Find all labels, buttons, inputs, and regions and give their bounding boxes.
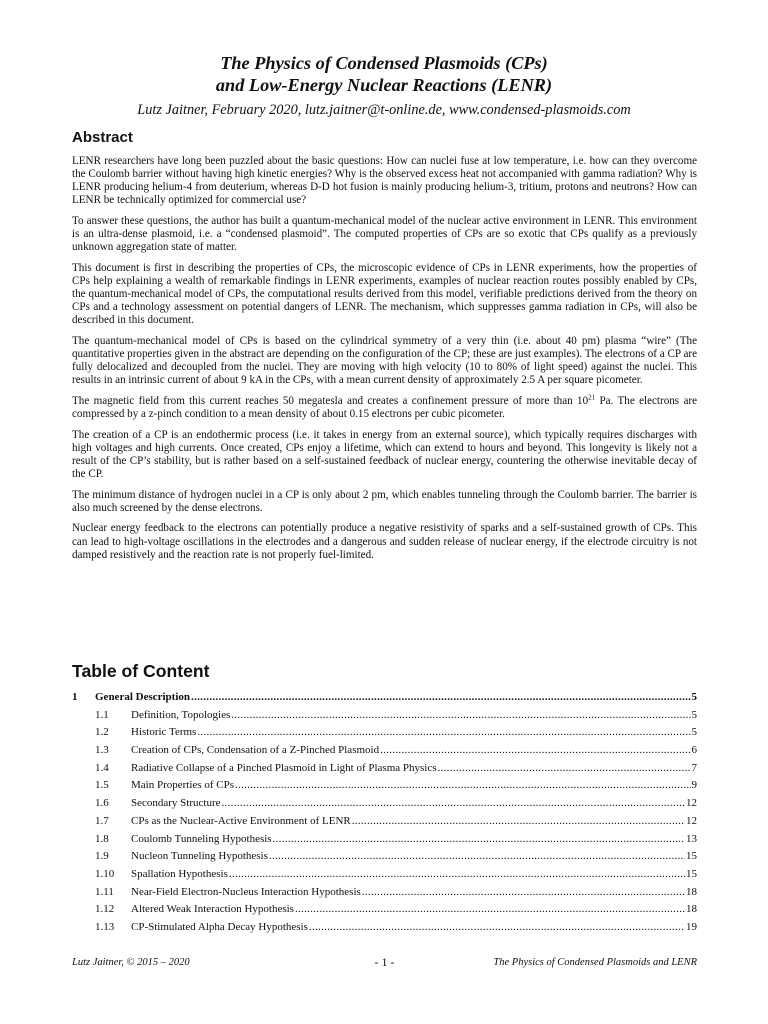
- abstract-paragraph: The quantum-mechanical model of CPs is based on the cylindrical symmetry of a very thin (i.e. about 40 pm) plasma “wire” (The quantitative properties given in the abstract are depending on the configuration of the CP; these are just examples). The electrons of a CP are fully delocalized and decoupled from the nuclei. They are moving with high velocity (10 to 80% of light speed) against the nuclei. This results in an intrinsic current of about 9 kA in the CPs, with a mean current density of approximately 2.5 A per square picometer.: [72, 334, 697, 387]
- toc-entry[interactable]: [72, 689, 697, 707]
- toc-title: Definition, Topologies: [131, 708, 231, 721]
- toc-page-number: 15: [686, 867, 697, 880]
- toc-title: Near-Field Electron-Nucleus Interaction Hypothesis: [131, 885, 361, 898]
- toc-page-number: 15: [686, 850, 697, 863]
- toc-page-number: 6: [691, 744, 697, 757]
- title-line-2: and Low-Energy Nuclear Reactions (LENR): [215, 75, 553, 95]
- toc-number: 1.7: [95, 814, 109, 827]
- document-title: [0, 52, 768, 96]
- toc-page-number: 5: [691, 691, 697, 703]
- toc-page-number: 12: [686, 797, 697, 810]
- toc-leader: [229, 866, 685, 884]
- toc-leader: [269, 848, 685, 866]
- toc-entry[interactable]: [72, 813, 697, 831]
- abstract-body: [72, 155, 697, 569]
- abstract-paragraph: LENR researchers have long been puzzled about the basic questions: How can nuclei fuse at low temperature, i.e. how can they overcome the Coulomb barrier without having high kinetic energies? Why is the observed excess heat not accompanied with gamma radiation? Why is LENR producing helium-4 from deuterium, whereas D-D hot fusion is mainly producing helium-3, tritium, protons and neutrons? How can LENR be technically optimized for commercial use?: [72, 155, 697, 207]
- paragraph-text: The magnetic field from this current reaches 50 megatesla and creates a confinement pressure of more than 10: [72, 394, 589, 407]
- toc-page-number: 12: [686, 814, 697, 827]
- paragraph-text: Pa. The electrons are compressed by a z-pinch condition to a mean density of about 0.15 electrons per cubic picometer.: [72, 394, 698, 420]
- toc-leader: [273, 831, 685, 849]
- toc-page-number: 19: [686, 920, 697, 933]
- toc-number: 1.8: [95, 832, 109, 845]
- toc-title: CP-Stimulated Alpha Decay Hypothesis: [131, 920, 308, 933]
- abstract-paragraph: The minimum distance of hydrogen nuclei in a CP is only about 2 pm, which enables tunneling through the Coulomb barrier. The barrier is also much screened by the dense electrons.: [72, 488, 697, 514]
- toc-page-number: 7: [691, 761, 697, 774]
- toc-title: Historic Terms: [131, 726, 197, 739]
- toc-number: 1: [72, 691, 78, 703]
- abstract-paragraph: The creation of a CP is an endothermic process (i.e. it takes in energy from an external source), which typically requires discharges with high voltages and high currents. Once created, CPs enjoy a lifetime, which can extend to hours and beyond. This longevity is likely not a result of the CP’s stability, but is rather based on a self-sustained feedback of nuclear energy, countering the otherwise inevitable decay of the CP.: [72, 428, 697, 480]
- toc-entry[interactable]: [72, 742, 697, 760]
- toc-number: 1.9: [95, 850, 109, 863]
- toc-entry[interactable]: [72, 777, 697, 795]
- toc-leader: [231, 707, 690, 725]
- toc-page-number: 18: [686, 903, 697, 916]
- toc-leader: [295, 901, 685, 919]
- toc-title: General Description: [95, 691, 191, 703]
- toc-leader: [438, 760, 691, 778]
- title-line-1: The Physics of Condensed Plasmoids (CPs): [220, 53, 548, 73]
- toc-page-number: 18: [686, 885, 697, 898]
- toc-number: 1.4: [95, 761, 109, 774]
- toc-leader: [197, 724, 690, 742]
- toc-number: 1.5: [95, 779, 109, 792]
- toc-number: 1.13: [95, 920, 115, 933]
- toc-entry[interactable]: [72, 866, 697, 884]
- toc-page-number: 5: [691, 726, 697, 739]
- toc-leader: [362, 884, 685, 902]
- toc-title: Spallation Hypothesis: [131, 867, 228, 880]
- toc-page-number: 13: [686, 832, 697, 845]
- toc-leader: [352, 813, 685, 831]
- toc-title: Main Properties of CPs: [131, 779, 234, 792]
- toc-number: 1.11: [95, 885, 114, 898]
- toc-page-number: 5: [691, 708, 697, 721]
- toc-leader: [191, 689, 690, 707]
- toc-title: Creation of CPs, Condensation of a Z-Pinched Plasmoid: [131, 744, 380, 757]
- abstract-paragraph: [72, 395, 697, 421]
- toc-leader: [222, 795, 686, 813]
- exponent: 21: [588, 393, 596, 402]
- toc-entry[interactable]: [72, 884, 697, 902]
- toc-title: Secondary Structure: [131, 797, 221, 810]
- toc-entry[interactable]: [72, 707, 697, 725]
- toc-title: CPs as the Nuclear-Active Environment of LENR: [131, 814, 351, 827]
- toc-entry[interactable]: [72, 724, 697, 742]
- abstract-paragraph: This document is first in describing the properties of CPs, the microscopic evidence of CPs in LENR experiments, how the properties of CPs help explaining a wealth of remarkable findings in LENR experiments, examples of nuclear reaction routes possibly enabled by CPs, the quantum-mechanical model of CPs, the computational results derived from this model, verifiable predictions derived from the theory on CPs and a technology assessment on potential dangers of LENR. The mechanism, which suppresses gamma radiation in CPs, will also be described in this document.: [72, 261, 697, 327]
- toc-number: 1.1: [95, 708, 109, 721]
- toc-title: Coulomb Tunneling Hypothesis: [131, 832, 272, 845]
- toc-number: 1.2: [95, 726, 109, 739]
- toc-page-number: 9: [691, 779, 697, 792]
- footer-document-title: The Physics of Condensed Plasmoids and LENR: [493, 957, 697, 968]
- toc-number: 1.6: [95, 797, 109, 810]
- toc-title: Altered Weak Interaction Hypothesis: [131, 903, 294, 916]
- abstract-paragraph: To answer these questions, the author has built a quantum-mechanical model of the nuclear active environment in LENR. This environment is an ultra-dense plasmoid, i.e. a “condensed plasmoid”. The computed properties of CPs are so exotic that CPs qualify as a previously unknown aggregation state of matter.: [72, 214, 697, 254]
- toc-leader: [380, 742, 690, 760]
- toc-entry[interactable]: [72, 919, 697, 937]
- toc-entry[interactable]: [72, 795, 697, 813]
- toc-heading: Table of Content: [72, 661, 210, 681]
- toc-entry[interactable]: [72, 760, 697, 778]
- toc-title: Nucleon Tunneling Hypothesis: [131, 850, 268, 863]
- toc-number: 1.3: [95, 744, 109, 757]
- page-number: - 1 -: [374, 955, 395, 969]
- toc-number: 1.10: [95, 867, 115, 880]
- toc-title: Radiative Collapse of a Pinched Plasmoid in Light of Plasma Physics: [131, 761, 437, 774]
- footer-copyright: Lutz Jaitner, © 2015 – 2020: [72, 957, 190, 968]
- author-line: Lutz Jaitner, February 2020, lutz.jaitner@t-online.de, www.condensed-plasmoids.com: [137, 102, 631, 118]
- toc-entry[interactable]: [72, 848, 697, 866]
- toc-leader: [309, 919, 685, 937]
- toc-leader: [235, 777, 691, 795]
- abstract-paragraph: Nuclear energy feedback to the electrons can potentially produce a negative resistivity of sparks and a self-sustained growth of CPs. This can lead to high-voltage oscillations in the electrodes and a dangerous and sudden release of nuclear energy, if the electrode circuitry is not damped resistively and the reaction rate is not properly fuel-limited.: [72, 522, 697, 561]
- toc-number: 1.12: [95, 903, 115, 916]
- table-of-contents: [72, 689, 697, 937]
- toc-entry[interactable]: [72, 831, 697, 849]
- toc-entry[interactable]: [72, 901, 697, 919]
- abstract-heading: Abstract: [72, 129, 133, 146]
